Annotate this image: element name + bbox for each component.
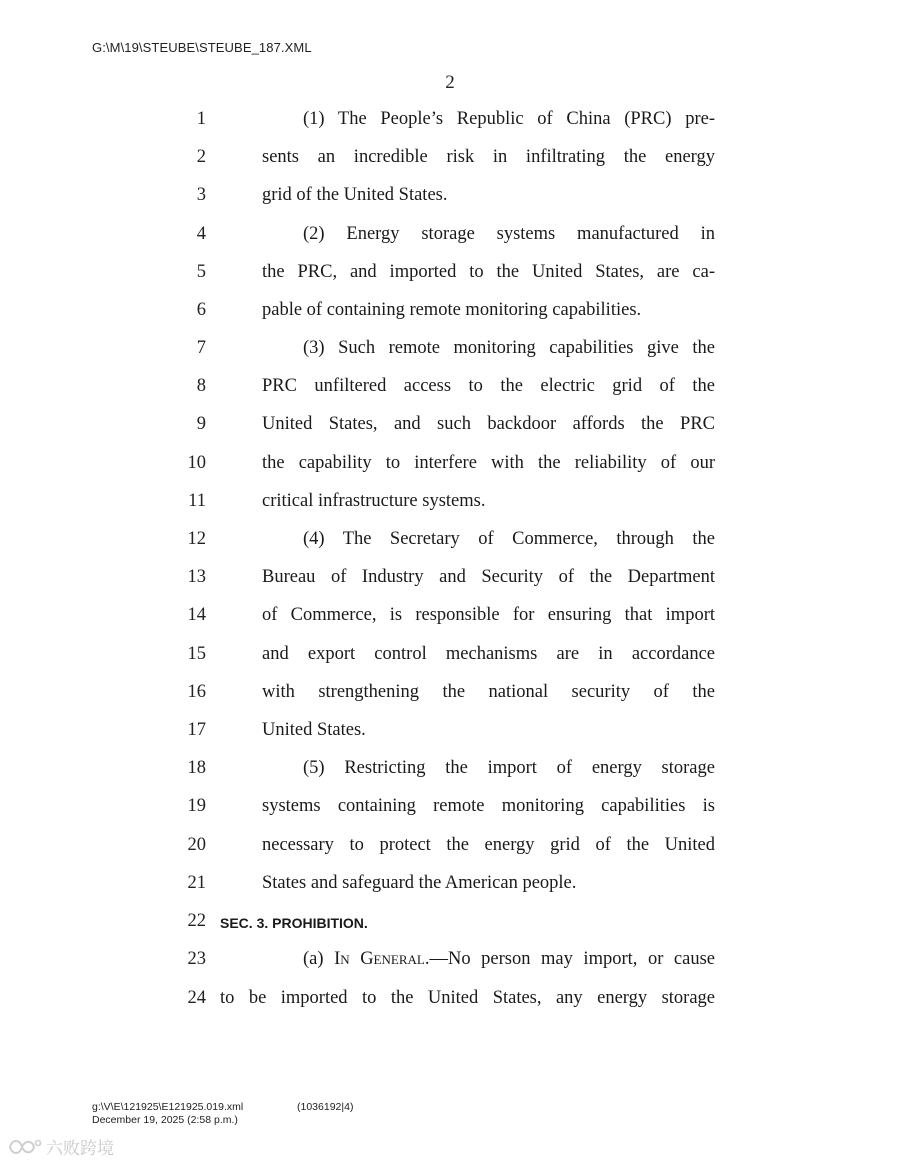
line-number: 2 [196,147,206,167]
line-text: (1) The People’s Republic of China (PRC) pre- [303,109,715,129]
text-line [0,336,900,374]
line-text: (3) Such remote monitoring capabilities give the [303,338,715,358]
line-number: 14 [187,605,206,625]
line-number: 1 [196,109,206,129]
footer-reference: (1036192|4) [297,1101,354,1113]
text-line [0,603,900,641]
footer [92,1101,354,1127]
text-line [0,756,900,794]
line-text: United States, and such backdoor affords the PRC [262,414,715,434]
text-line [0,565,900,603]
line-text: of Commerce, is responsible for ensuring that import [262,605,715,625]
header-path: G:\M\19\STEUBE\STEUBE_187.XML [92,40,312,55]
watermark-text: 六败跨境 [46,1139,114,1159]
text-line [0,489,900,527]
line-number: 4 [196,224,206,244]
line-text [303,947,715,971]
line-number: 5 [196,262,206,282]
line-number: 7 [196,338,206,358]
line-text: necessary to protect the energy grid of the United [262,835,715,855]
text-line [0,527,900,565]
text-line [0,260,900,298]
line-number: 12 [187,529,206,549]
text-line [0,107,900,145]
line-text: (5) Restricting the import of energy storage [303,758,715,778]
line-text: United States. [262,720,366,740]
line-number: 10 [187,453,206,473]
page-number: 2 [445,72,455,93]
line-number: 22 [187,911,206,931]
line-text: (4) The Secretary of Commerce, through the [303,529,715,549]
line-number: 19 [187,796,206,816]
footer-date: December 19, 2025 (2:58 p.m.) [92,1114,238,1126]
line-text: systems containing remote monitoring capabilities is [262,796,715,816]
line-text: pable of containing remote monitoring capabilities. [262,300,642,320]
text-line [0,374,900,412]
line-text: to be imported to the United States, any energy storage [220,988,715,1008]
line-number: 17 [187,720,206,740]
text-line [0,642,900,680]
line-text: (2) Energy storage systems manufactured in [303,224,715,244]
section-heading-line [0,909,900,947]
line-number: 3 [196,185,206,205]
line-text: PRC unfiltered access to the electric grid of the [262,376,715,396]
text-line [0,871,900,909]
text-line [0,412,900,450]
subsection-marker: (a) [303,949,335,969]
line-text: the capability to interfere with the reliability of our [262,453,715,473]
line-number: 16 [187,682,206,702]
line-number: 11 [188,491,206,511]
line-number: 23 [187,949,206,969]
subsection-text: .—No person may import, or cause [424,949,715,969]
text-line [0,986,900,1024]
text-line [0,947,900,985]
text-line [0,298,900,336]
line-number: 21 [187,873,206,893]
section-heading: SEC. 3. PROHIBITION. [220,915,368,931]
line-number: 13 [187,567,206,587]
line-text: with strengthening the national security of the [262,682,715,702]
subsection-heading: In General [334,949,425,969]
line-text: States and safeguard the American people. [262,873,577,893]
line-number: 20 [187,835,206,855]
line-text: grid of the United States. [262,185,448,205]
line-number: 9 [196,414,206,434]
line-number: 8 [196,376,206,396]
line-text: critical infrastructure systems. [262,491,486,511]
line-number: 18 [187,758,206,778]
line-number: 15 [187,644,206,664]
text-line [0,183,900,221]
line-number: 6 [196,300,206,320]
text-line [0,680,900,718]
line-number: 24 [187,988,206,1008]
text-line [0,145,900,183]
watermark-logo-icon [8,1137,42,1157]
text-line [0,451,900,489]
footer-file-path: g:\V\E\121925\E121925.019.xml [92,1101,244,1113]
watermark [8,1134,114,1159]
text-line [0,222,900,260]
line-text: the PRC, and imported to the United States, are ca- [262,262,715,282]
line-text: sents an incredible risk in infiltrating the energy [262,147,715,167]
text-line [0,718,900,756]
line-text: and export control mechanisms are in accordance [262,644,715,664]
line-text: Bureau of Industry and Security of the Department [262,567,715,587]
text-line [0,833,900,871]
text-line [0,794,900,832]
